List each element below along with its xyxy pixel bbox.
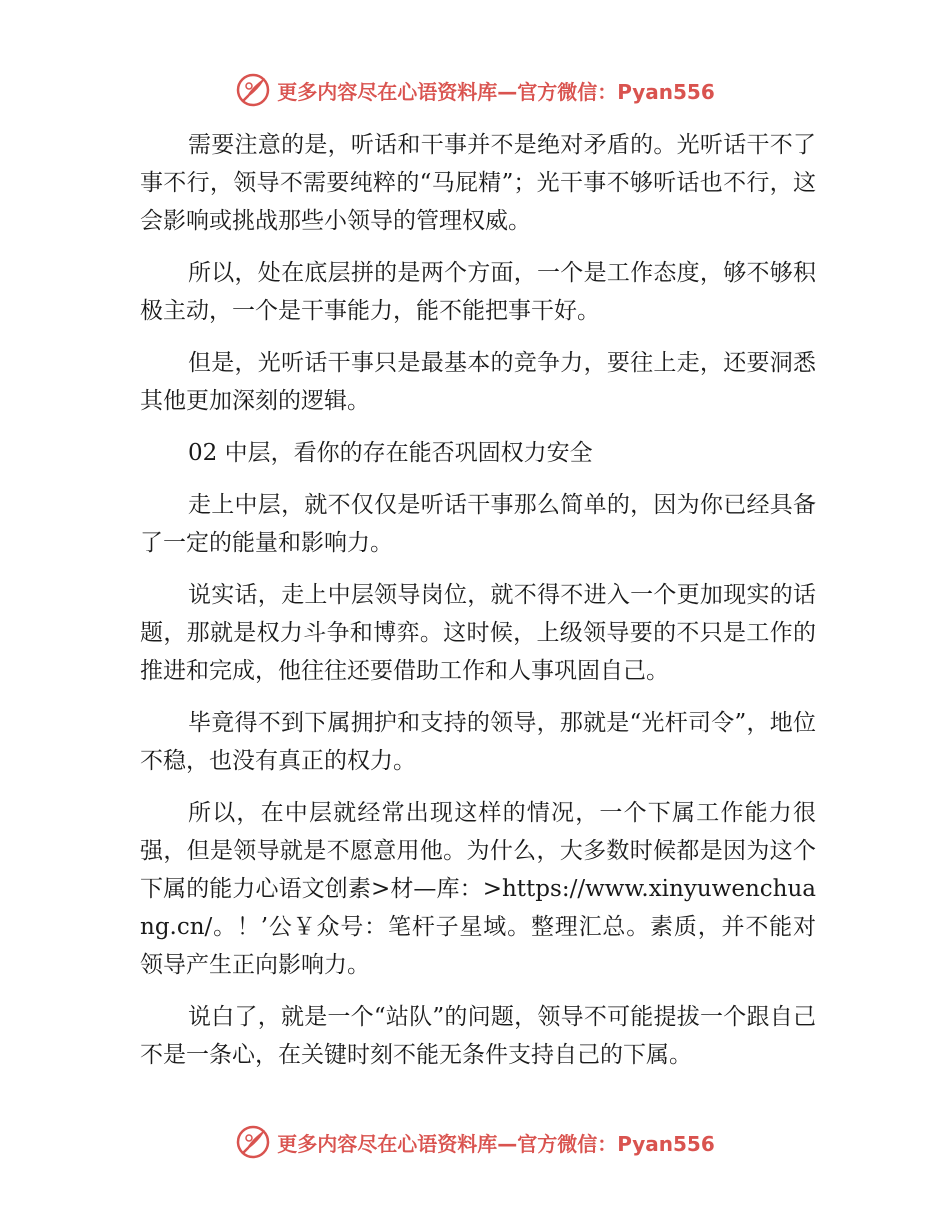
section-heading: 02 中层，看你的存在能否巩固权力安全 <box>188 440 593 466</box>
paragraph: 所以，处在底层拼的是两个方面，一个是工作态度，够不够积极主动，一个是干事能力，能不能把事干好。 <box>140 260 816 324</box>
paragraph: 说白了，就是一个“站队”的问题，领导不可能提拔一个跟自己不是一条心，在关键时刻不能无条件支持自己的下属。 <box>140 1004 816 1068</box>
paragraph: 所以，在中层就经常出现这样的情况，一个下属工作能力很强，但是领导就是不愿意用他。为什么，大多数时候都是因为这个下属的能力心语文创素>材—库：>https://www.xinyuwenchuang.cn/。！’公￥众号：笔杆子星域。整理汇总。素质，并不能对领导产生正向影响力。 <box>140 800 816 978</box>
quill-pen-logo-icon <box>235 72 271 108</box>
quill-pen-logo-icon <box>235 1124 271 1160</box>
paragraph: 需要注意的是，听话和干事并不是绝对矛盾的。光听话干不了事不行，领导不需要纯粹的“马屁精”；光干事不够听话也不行，这会影响或挑战那些小领导的管理权威。 <box>140 132 816 234</box>
paragraph: 但是，光听话干事只是最基本的竞争力，要往上走，还要洞悉其他更加深刻的逻辑。 <box>140 350 816 414</box>
paragraph: 说实话，走上中层领导岗位，就不得不进入一个更加现实的话题，那就是权力斗争和博弈。这时候，上级领导要的不只是工作的推进和完成，他往往还要借助工作和人事巩固自己。 <box>140 582 816 684</box>
paragraph: 走上中层，就不仅仅是听话干事那么简单的，因为你已经具备了一定的能量和影响力。 <box>140 492 816 556</box>
footer-watermark <box>0 1122 950 1162</box>
watermark-text: 更多内容尽在心语资料库—官方微信：Pyan556 <box>277 1131 715 1156</box>
header-watermark <box>0 70 950 110</box>
paragraph: 毕竟得不到下属拥护和支持的领导，那就是“光杆司令”，地位不稳，也没有真正的权力。 <box>140 710 816 774</box>
watermark-text: 更多内容尽在心语资料库—官方微信：Pyan556 <box>277 79 715 104</box>
document-body <box>140 126 816 1088</box>
